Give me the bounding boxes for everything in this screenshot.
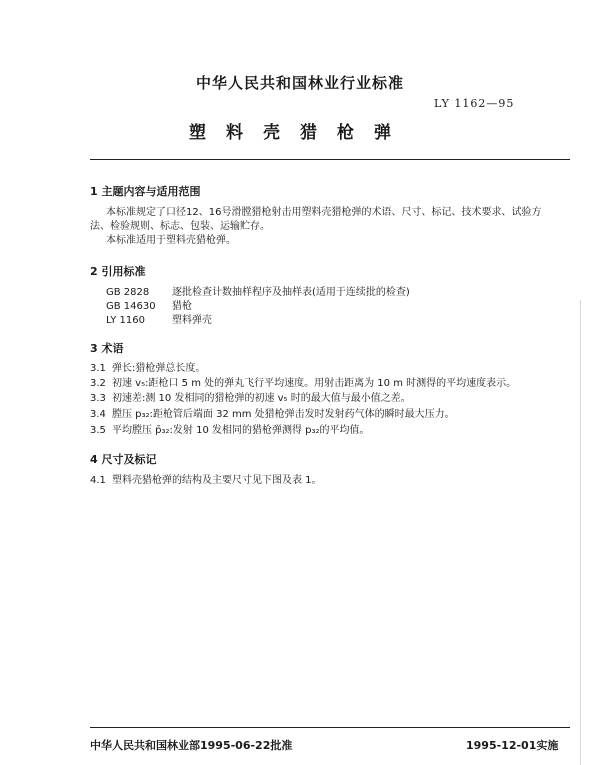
- implementation-date: 1995-12-01实施: [466, 739, 559, 752]
- section-1-line-1: 本标准规定了口径12、16号滑膛猎枪射击用塑料壳猎枪弹的术语、尺寸、标记、技术要求、试验方: [106, 207, 542, 218]
- document-title: 塑料壳猎枪弹: [189, 123, 411, 143]
- standard-code: LY 1162—95: [434, 97, 515, 110]
- term-number: 3.3: [90, 393, 106, 404]
- section-1-heading: 1 主题内容与适用范围: [90, 185, 201, 198]
- section-1-line-3: 本标准适用于塑料壳猎枪弹。: [106, 235, 236, 246]
- section-2-heading: 2 引用标准: [90, 265, 146, 278]
- section-3-heading: 3 术语: [90, 342, 124, 355]
- approval-date: 中华人民共和国林业部1995-06-22批准: [90, 739, 293, 752]
- issuing-organization: 中华人民共和国林业行业标准: [195, 74, 404, 92]
- term-number: 3.5: [90, 425, 106, 436]
- ref-code: LY 1160: [106, 315, 145, 326]
- term-text: 初速差:测 10 发相同的猎枪弹的初速 v₅ 时的最大值与最小值之差。: [112, 393, 411, 404]
- page-edge-line: [580, 300, 581, 765]
- term-text: 初速 v₅:距枪口 5 m 处的弹丸飞行平均速度。用射击距离为 10 m 时测得的平均速度表示。: [112, 378, 517, 389]
- footer-rule: [90, 727, 570, 728]
- term-number: 3.2: [90, 378, 106, 389]
- ref-code: GB 14630: [106, 301, 156, 312]
- section-1-line-2: 法、检验规则、标志、包装、运输贮存。: [90, 221, 270, 232]
- clause-number: 4.1: [90, 475, 106, 486]
- ref-title: 猎枪: [172, 301, 192, 312]
- term-text: 弹长:猎枪弹总长度。: [112, 363, 206, 374]
- clause-text: 塑料壳猎枪弹的结构及主要尺寸见下图及表 1。: [112, 475, 322, 486]
- term-text: 平均膛压 p̄₃₂:发射 10 发相同的猎枪弹测得 p₃₂的平均值。: [112, 425, 370, 436]
- term-text: 膛压 p₃₂:距枪管后端面 32 mm 处猎枪弹击发时发射药气体的瞬时最大压力。: [112, 409, 455, 420]
- section-4-heading: 4 尺寸及标记: [90, 453, 157, 466]
- ref-title: 逐批检查计数抽样程序及抽样表(适用于连续批的检查): [172, 287, 410, 298]
- term-number: 3.4: [90, 409, 106, 420]
- header-rule: [90, 159, 570, 160]
- ref-title: 塑料弹壳: [172, 315, 212, 326]
- ref-code: GB 2828: [106, 287, 150, 298]
- term-number: 3.1: [90, 363, 106, 374]
